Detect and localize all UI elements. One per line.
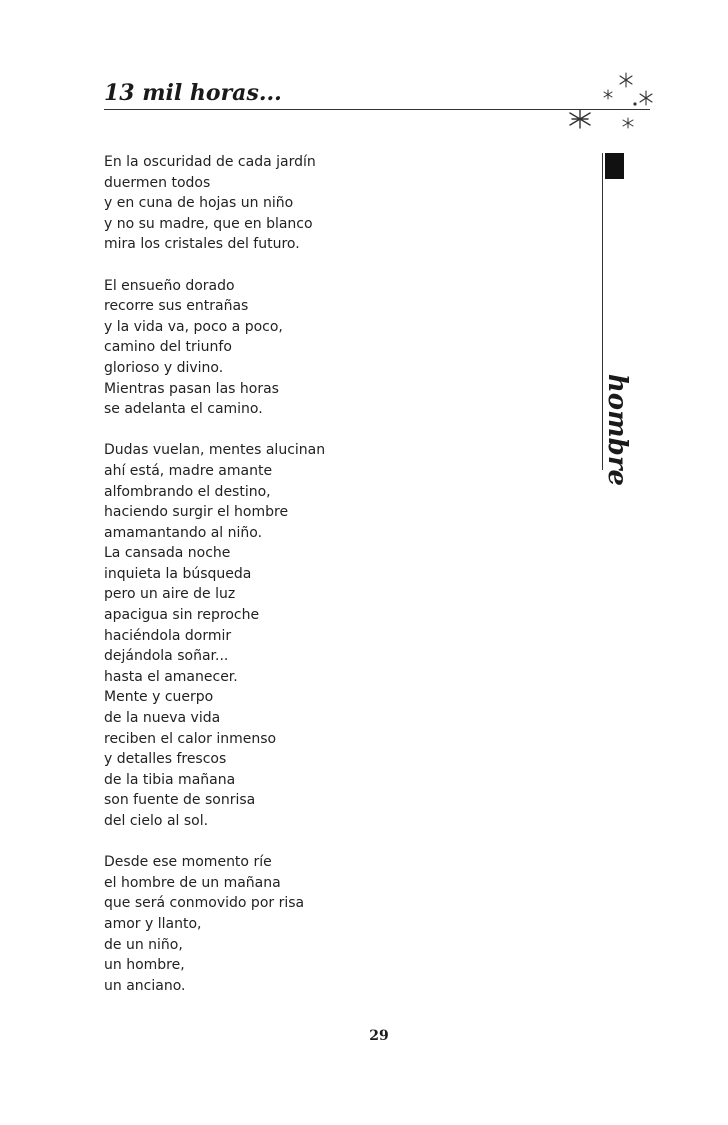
- poem-stanza: [104, 440, 574, 831]
- poem-line: Mientras pasan las horas: [104, 380, 279, 397]
- poem-line: inquieta la búsqueda: [104, 565, 252, 582]
- poem-line: de la tibia mañana: [104, 771, 236, 788]
- poem-line: ahí está, madre amante: [104, 462, 273, 479]
- poem-line: amamantando al niño.: [104, 524, 263, 541]
- poem-line: Mente y cuerpo: [104, 689, 214, 706]
- poem-line: apacigua sin reproche: [104, 607, 260, 624]
- poem-line: un anciano.: [104, 977, 186, 994]
- poem-line: camino del triunfo: [104, 339, 232, 356]
- poem-line: mira los cristales del futuro.: [104, 236, 300, 253]
- poem-line: y en cuna de hojas un niño: [104, 195, 294, 212]
- poem-line: En la oscuridad de cada jardín: [104, 154, 316, 170]
- poem-line: La cansada noche: [104, 545, 231, 562]
- poem-line: haciendo surgir el hombre: [104, 504, 289, 521]
- poem-line: glorioso y divino.: [104, 359, 224, 376]
- poem-line: de un niño,: [104, 936, 183, 953]
- poem-line: son fuente de sonrisa: [104, 792, 256, 809]
- poem-line: pero un aire de luz: [104, 586, 236, 603]
- poem-line: El ensueño dorado: [104, 277, 235, 294]
- poem-line: y la vida va, poco a poco,: [104, 318, 283, 335]
- poem-line: haciéndola dormir: [104, 627, 232, 644]
- poem-line: se adelanta el camino.: [104, 401, 263, 418]
- side-tab-title: hombre: [602, 373, 632, 487]
- book-title: 13 mil horas...: [104, 80, 282, 106]
- poem-stanza: [104, 152, 574, 255]
- poem-line: dejándola soñar...: [104, 648, 229, 665]
- poem-line: amor y llanto,: [104, 915, 202, 932]
- poem-stanza: [104, 852, 574, 996]
- poem-line: Dudas vuelan, mentes alucinan: [104, 442, 326, 459]
- stars-ornament-icon: [560, 64, 660, 144]
- poem-line: el hombre de un mañana: [104, 874, 281, 891]
- poem-line: duermen todos: [104, 174, 211, 191]
- side-tab-marker: [605, 153, 624, 179]
- poem-line: recorre sus entrañas: [104, 298, 249, 315]
- poem-line: que será conmovido por risa: [104, 895, 305, 912]
- poem-line: y no su madre, que en blanco: [104, 215, 313, 232]
- poem-line: de la nueva vida: [104, 710, 221, 727]
- poem-line: del cielo al sol.: [104, 813, 209, 829]
- poem-line: Desde ese momento ríe: [104, 854, 272, 871]
- poem-line: alfombrando el destino,: [104, 483, 271, 500]
- poem-line: un hombre,: [104, 957, 185, 974]
- poem-line: hasta el amanecer.: [104, 668, 238, 685]
- poem-stanza: [104, 276, 574, 420]
- poem-body: [104, 152, 574, 996]
- page-number: 29: [369, 1028, 389, 1044]
- poem-line: reciben el calor inmenso: [104, 730, 277, 747]
- poem-line: y detalles frescos: [104, 751, 227, 768]
